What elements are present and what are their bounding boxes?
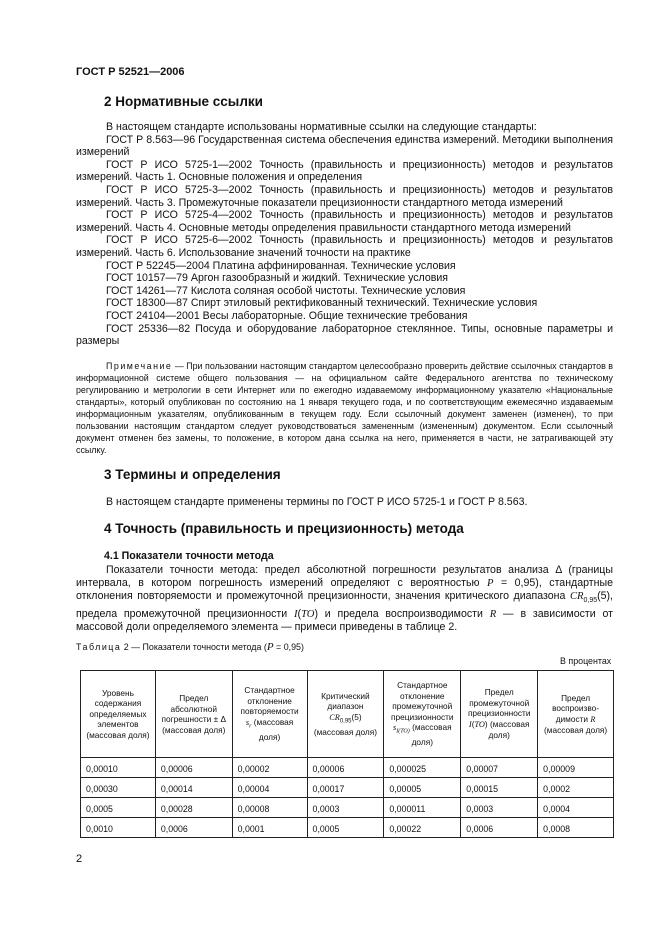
table-cell: 0,0006 xyxy=(155,818,232,838)
table-cell: 0,00028 xyxy=(155,798,232,818)
column-header: Стандартное отклонение промежуточной прецизионности $s_{I(TO)}$ (массовая доля) xyxy=(384,671,461,758)
table-row xyxy=(81,798,614,818)
paragraph-text: — в зависимости от массовой доли определяемого элемента — примеси приведены в таблице 2. xyxy=(76,607,613,634)
page-number: 2 xyxy=(76,853,83,865)
table-cell: 0,0003 xyxy=(307,798,384,818)
table-cell: 0,0005 xyxy=(81,798,156,818)
caption-text: = 0,95) xyxy=(273,642,304,652)
table-cell: 0,00015 xyxy=(461,778,538,798)
table-cell: 0,000011 xyxy=(384,798,461,818)
paragraph-text: (5), предела промежуточной прецизионности xyxy=(76,590,613,620)
symbol-ito: I xyxy=(294,608,298,620)
column-header: Критический диапазон $CR_{0,95}(5)$ (массовая доля) xyxy=(307,671,384,758)
column-header: Уровень содержания определяемых элементов (массовая доля) xyxy=(81,671,156,758)
symbol-cr-sub: 0,95 xyxy=(583,597,598,605)
table-cell: 0,00006 xyxy=(307,758,384,778)
column-header: Стандартное отклонение повторяемости $s_r$ (массовая доля) xyxy=(232,671,307,758)
table-cell: 0,0005 xyxy=(307,818,384,838)
reference-item: ГОСТ Р 8.563—96 Государственная система обеспечения единства измерений. Методики выполнения измерений xyxy=(76,133,613,159)
section-4-heading: 4 Точность (правильность и прецизионность) метода xyxy=(104,521,464,536)
table-cell: 0,0003 xyxy=(461,798,538,818)
section-3-body xyxy=(76,496,613,509)
caption-label: Таблица xyxy=(76,642,122,652)
table-cell: 0,000025 xyxy=(384,758,461,778)
reference-item: ГОСТ Р ИСО 5725-1—2002 Точность (правильность и прецизионность) методов и результатов измерений. Часть 1. Основные положения и определения xyxy=(76,158,613,184)
column-header-text: Стандартное отклонение повторяемости xyxy=(240,685,299,717)
note-text: — При пользовании настоящим стандартом целесообразно проверить действие ссылочных стандартов в информационной системе общего пользования — на официальном сайте Федерального агентства по техническому регулированию и метрологии в сети Интернет или по ежегодно издаваемому информационному указателю «Национальные стандарты», который опубликован по состоянию на 1 января текущего года, и по соответствующим ежемесячно издаваемым информационным указателям, опубликованным в текущем году. Если ссылочный документ заменен (изменен), то при пользовании настоящим стандартом следует руководствоваться замененным (измененным) документом. Если ссылочный документ отменен без замены, то положение, в котором дана ссылка на него, применяется в части, не затрагивающей эту ссылку. xyxy=(76,361,613,455)
paragraph-text: Показатели точности метода: предел абсолютной погрешности результатов анализа Δ (границы интервала, в котором погрешность измерений определяют с вероятностью xyxy=(76,564,613,589)
column-header-text: Предел промежуточной прецизионности xyxy=(467,687,531,719)
table-cell: 0,0010 xyxy=(81,818,156,838)
symbol-p: P xyxy=(266,641,274,653)
reference-item: ГОСТ 18300—87 Спирт этиловый ректификованный технический. Технические условия xyxy=(106,297,538,310)
column-header-text: Критический диапазон xyxy=(321,690,370,712)
reference-item: ГОСТ 24104—2001 Весы лабораторные. Общие технические требования xyxy=(106,309,468,322)
section-2-body xyxy=(76,121,613,348)
table-cell: 0,00005 xyxy=(384,778,461,798)
section-3-heading: 3 Термины и определения xyxy=(104,467,281,482)
column-header-text: Предел воспроизво-димости xyxy=(552,692,600,724)
page-header: ГОСТ Р 52521—2006 xyxy=(76,66,185,78)
table-cell: 0,00014 xyxy=(155,778,232,798)
table-cell: 0,0006 xyxy=(461,818,538,838)
table-cell: 0,00008 xyxy=(232,798,307,818)
section-4-1-heading: 4.1 Показатели точности метода xyxy=(104,550,274,562)
column-header-text: Стандартное отклонение промежуточной прецизионности xyxy=(391,680,454,722)
caption-text: 2 — Показатели точности метода ( xyxy=(123,642,267,652)
symbol-cr: CR xyxy=(569,591,584,603)
reference-item: ГОСТ 25336—82 Посуда и оборудование лабораторное стеклянное. Типы, основные параметры и размеры xyxy=(76,322,613,348)
accuracy-table xyxy=(80,670,614,838)
paragraph-text: и предела воспроизводимости xyxy=(317,607,490,620)
table-cell: 0,00002 xyxy=(232,758,307,778)
section-2-intro: В настоящем стандарте использованы нормативные ссылки на следующие стандарты: xyxy=(106,121,537,133)
table-cell: 0,00007 xyxy=(461,758,538,778)
symbol-r: R xyxy=(489,608,497,620)
reference-item: ГОСТ Р ИСО 5725-3—2002 Точность (правильность и прецизионность) методов и результатов измерений. Часть 3. Промежуточные показатели прецизионности стандартного метода измерений xyxy=(76,183,613,209)
reference-item: ГОСТ Р 52245—2004 Платина аффинированная. Технические условия xyxy=(106,259,456,272)
table-cell: 0,0008 xyxy=(538,818,614,838)
note-block xyxy=(76,360,613,456)
table-cell: 0,00030 xyxy=(81,778,156,798)
table-caption xyxy=(76,641,304,653)
section-3-text: В настоящем стандарте применены термины по ГОСТ Р ИСО 5725-1 и ГОСТ Р 8.563. xyxy=(106,496,528,508)
paragraph-text: = 0,95), стандартные отклонения повторяемости и промежуточной прецизионности, значения критического диапазона xyxy=(76,576,613,603)
reference-item: ГОСТ Р ИСО 5725-4—2002 Точность (правильность и прецизионность) методов и результатов измерений. Часть 4. Основные методы определения правильности стандартного метода измерений xyxy=(76,209,613,234)
table-row xyxy=(81,778,614,798)
table-cell: 0,00009 xyxy=(538,758,614,778)
table-row xyxy=(81,818,614,838)
reference-item: ГОСТ Р ИСО 5725-6—2002 Точность (правильность и прецизионность) методов и результатов измерений. Часть 6. Использование значений точности на практике xyxy=(76,234,613,259)
section-4-1-paragraph: Показатели точности метода: предел абсолютной погрешности результатов анализа Δ (границы интервала, в котором погрешность измерений определяют с вероятностью P = 0,95), стандартные отклонения повторяемости и промежуточной прецизионности, значения критического диапазона $CR_{0,95}(5)$, предела промежуточной прецизионности I(TO) и предела воспроизводимости R — в зависимости от массовой доли определяемого элемента — примеси приведены в таблице 2. xyxy=(76,564,613,634)
table-row xyxy=(81,758,614,778)
table-cell: 0,00010 xyxy=(81,758,156,778)
column-header: Предел промежуточной прецизионности I(TO) (массовая доля) xyxy=(461,671,538,758)
table-header-row xyxy=(81,671,614,758)
note-label: Примечание xyxy=(106,361,173,371)
table-cell: 0,00017 xyxy=(307,778,384,798)
table-cell: 0,0001 xyxy=(232,818,307,838)
column-header: Предел абсолютной погрешности ± Δ (массовая доля) xyxy=(155,671,232,758)
table-cell: 0,00006 xyxy=(155,758,232,778)
reference-item: ГОСТ 14261—77 Кислота соляная особой чистоты. Технические условия xyxy=(106,284,466,297)
symbol-p: P xyxy=(486,577,494,589)
reference-item: ГОСТ 10157—79 Аргон газообразный и жидкий. Технические условия xyxy=(106,272,449,285)
table-cell: 0,0002 xyxy=(538,778,614,798)
table-cell: 0,0004 xyxy=(538,798,614,818)
section-4-1-body xyxy=(76,564,613,634)
table-cell: 0,00022 xyxy=(384,818,461,838)
column-header: Предел воспроизво-димости R (массовая доля) xyxy=(538,671,614,758)
table-unit: В процентах xyxy=(560,656,612,666)
section-2-heading: 2 Нормативные ссылки xyxy=(104,94,263,109)
table-cell: 0,00004 xyxy=(232,778,307,798)
